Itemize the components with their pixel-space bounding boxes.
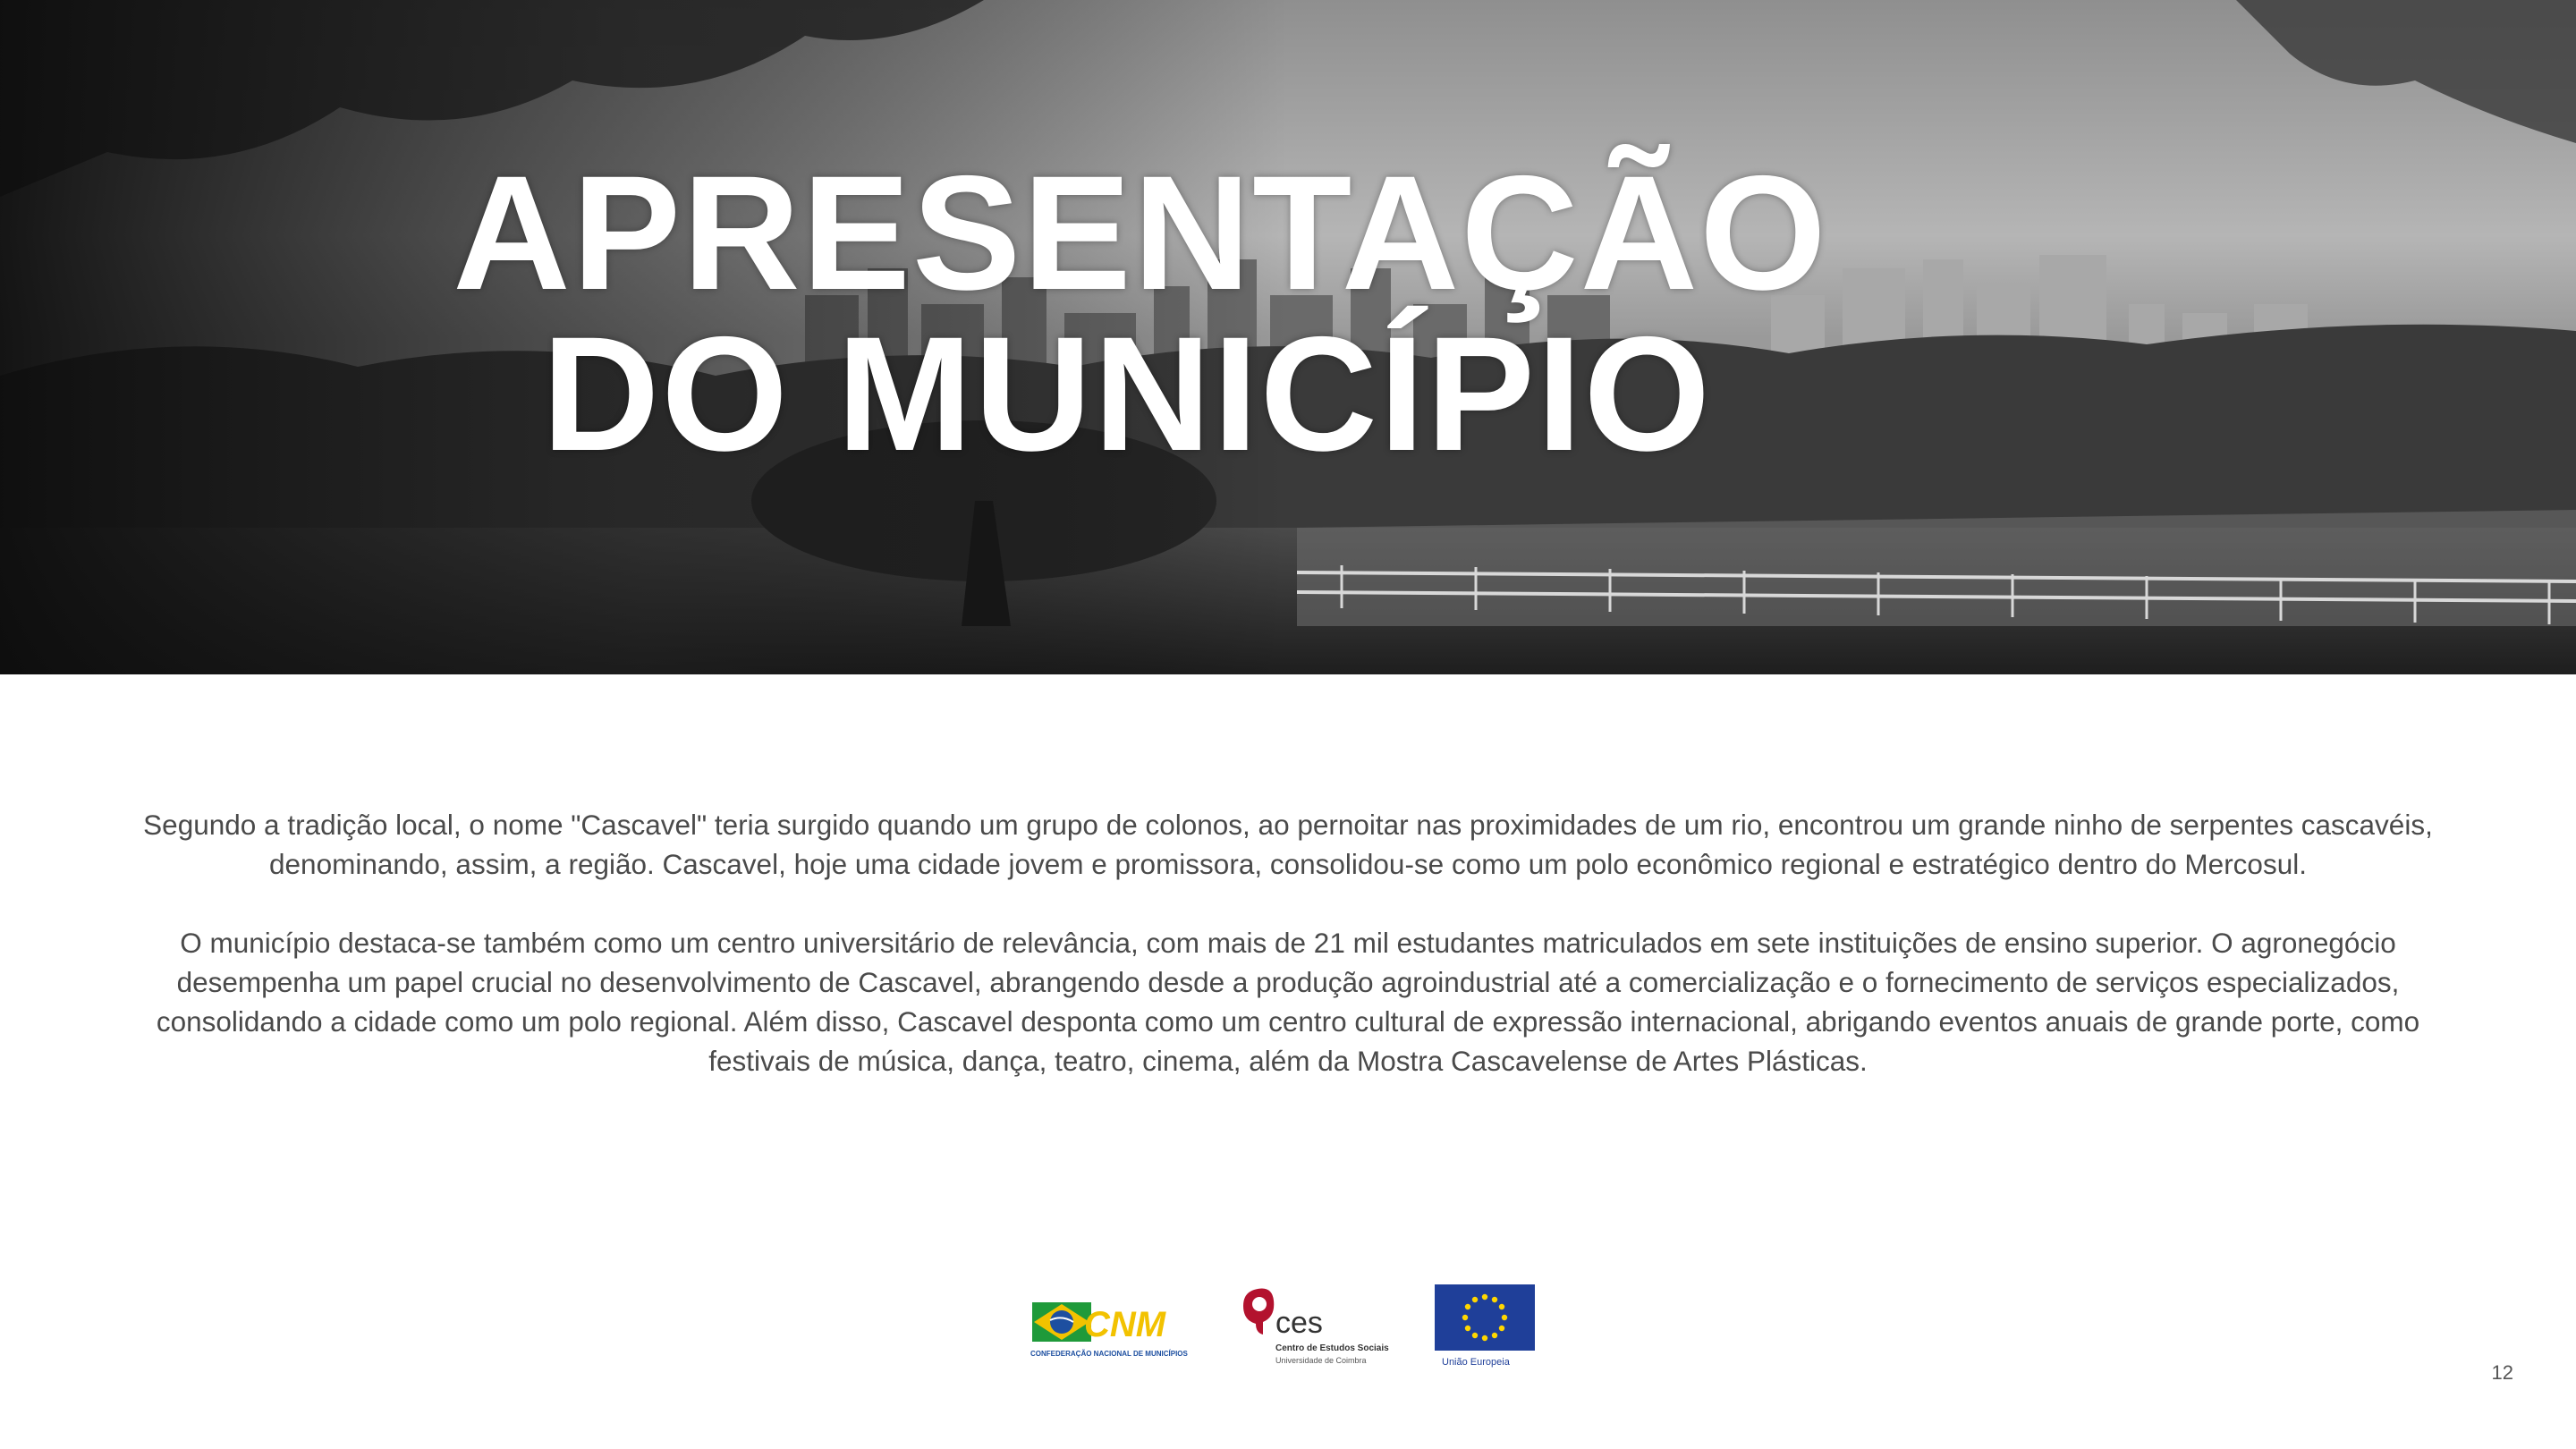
ces-logo-icon	[1236, 1281, 1406, 1370]
eu-subtitle: União Europeia	[1442, 1357, 1510, 1368]
slide-title	[0, 141, 2576, 485]
cnm-subtitle: CONFEDERAÇÃO NACIONAL DE MUNICÍPIOS	[1030, 1350, 1188, 1358]
paragraph-origin: Segundo a tradição local, o nome "Cascavel" teria surgido quando um grupo de colonos, ao pernoitar nas proximidades de um rio, encontrou um grande ninho de serpentes cascavéis, denominando, assim, a região. Cascavel, hoje uma cidade jovem e promissora, consolidou-se como um polo econômico regional e estratégico dentro do Mercosul.	[143, 809, 2433, 880]
cnm-logo	[1029, 1292, 1199, 1363]
partner-logos	[1029, 1281, 1547, 1370]
page-number: 12	[2491, 1361, 2513, 1384]
eu-flag-icon	[1431, 1283, 1547, 1368]
cnm-wordmark: CNM	[1084, 1305, 1166, 1344]
ces-subtitle-2: Universidade de Coimbra	[1275, 1356, 1367, 1365]
slide-body	[143, 805, 2433, 1120]
eu-logo	[1431, 1283, 1547, 1368]
hero-banner	[0, 0, 2576, 674]
title-line-2: DO MUNICÍPIO	[541, 302, 1713, 485]
cnm-logo-icon	[1029, 1292, 1199, 1363]
ces-subtitle-1: Centro de Estudos Sociais	[1275, 1343, 1389, 1353]
ces-logo	[1236, 1281, 1406, 1370]
title-line-1: APRESENTAÇÃO	[453, 141, 1828, 324]
ces-wordmark: ces	[1275, 1306, 1323, 1340]
paragraph-economy: O município destaca-se também como um centro universitário de relevância, com mais de 21 mil estudantes matriculados em sete instituições de ensino superior. O agronegócio desempenha um papel crucial no desenvolvimento de Cascavel, abrangendo desde a produção agroindustrial até a comercialização e o fornecimento de serviços especializados, consolidando a cidade como um polo regional. Além disso, Cascavel desponta como um centro cultural de expressão internacional, abrigando eventos anuais de grande porte, como festivais de música, dança, teatro, cinema, além da Mostra Cascavelense de Artes Plásticas.	[156, 927, 2420, 1077]
